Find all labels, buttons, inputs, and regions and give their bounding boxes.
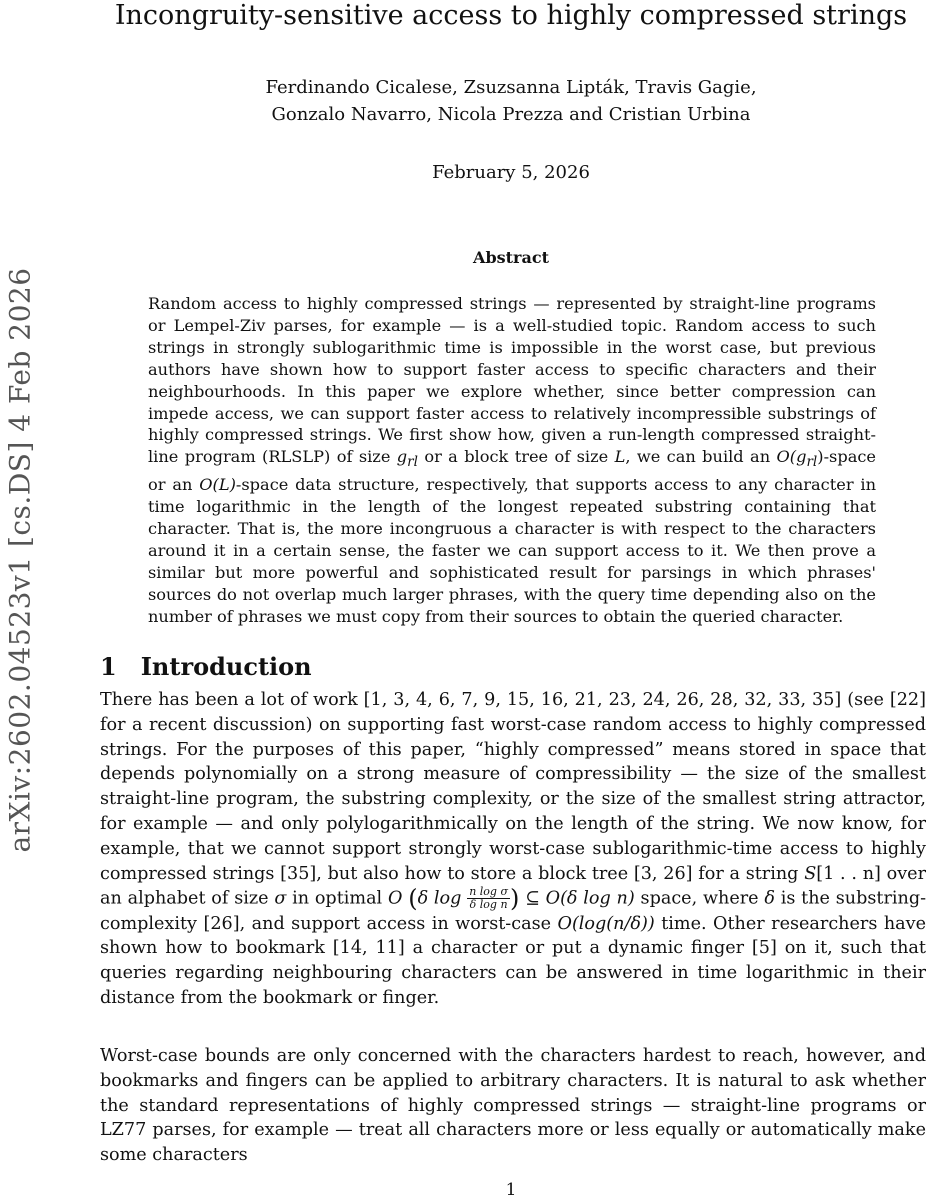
intro-text-3: in optimal (286, 888, 388, 909)
authors-line-1: Ferdinando Cicalese, Zsuzsanna Lipták, Travis Gagie, (265, 77, 757, 98)
section-heading (100, 652, 312, 681)
abstract-text-2: or a block tree of size (417, 447, 615, 467)
paper-title: Incongruity-sensitive access to highly compressed strings (114, 0, 908, 31)
abstract-heading: Abstract (473, 248, 549, 267)
intro-text-6: time. Other researchers have shown how to bookmark [14, 11] a character or put a dynamic finger [5] on it, such that queries regarding neighbouring characters can be answered in time logarithmic in their distance from the bookmark or finger. (100, 913, 926, 1009)
math-range: [1 . . n] (816, 863, 881, 884)
math-S: S (804, 863, 817, 884)
math-delta-log: δ log (417, 888, 462, 909)
fraction-numerator: n log σ (469, 885, 508, 899)
intro-paragraph-1 (100, 688, 926, 1011)
arxiv-sidebar (0, 250, 40, 870)
paren-open: ( (408, 884, 418, 913)
intro-text-5: is the substring-complexity [26], and support access in worst-case (100, 888, 926, 934)
abstract-text-1: Random access to highly compressed strings — represented by straight-line programs or Lempel-Ziv parses, for example — is a well-studied topic. Random access to such strings in strongly sublogarithmic time is impossible in the worst case, but previous authors have shown how to support faster access to specific characters and their neighbourhoods. In this paper we explore whether, since better compression can impede access, we can support faster access to relatively incompressible substrings of highly compressed strings. We first show how, given a run-length compressed straight-line program (RLSLP) of size (148, 294, 876, 467)
intro-text-4: space, where (634, 888, 765, 909)
math-rl-subscript: rl (407, 454, 418, 471)
paper-date: February 5, 2026 (432, 162, 590, 183)
page-number: 1 (505, 1180, 517, 1200)
section-title: Introduction (140, 652, 312, 681)
math-subset: ⊆ O(δ log n) (519, 888, 635, 909)
math-delta: δ (764, 888, 775, 909)
fraction-denominator: δ log n (469, 898, 508, 912)
section-number: 1 (100, 652, 117, 681)
abstract-text-3: , we can build an (625, 447, 777, 467)
math-paren-close: ) (817, 447, 824, 467)
math-L: L (614, 447, 626, 467)
author-list (0, 74, 926, 128)
intro-paragraph-2: Worst-case bounds are only concerned with the characters hardest to reach, however, and bookmarks and fingers can be applied to arbitrary characters. It is natural to ask whether the standard representations of highly compressed strings — straight-line programs or LZ77 parses, for example — treat all characters more or less equally or automatically make some characters (100, 1046, 926, 1166)
paren-close: ) (509, 884, 520, 913)
math-O-L: O(L) (199, 475, 236, 495)
math-big-O: O (387, 888, 403, 909)
math-time-bound: O(log(n/δ)) (557, 913, 655, 934)
intro-text-1: There has been a lot of work [1, 3, 4, 6, 7, 9, 15, 16, 21, 23, 24, 26, 28, 32, 33, 35] (see [22] for a recent discussion) on supporting fast worst-case random access to highly compressed strings. For the purposes of this paper, “highly compressed” means stored in space that depends polynomially on a strong measure of compressibility — the size of the smallest straight-line program, the substring complexity, or the size of the smallest string attractor, for example — and only polylogarithmically on the length of the string. We now know, for example, that we cannot support strongly worst-case sublogarithmic-time access to highly compressed strings [35], but also how to store a block tree [3, 26] for a string (100, 690, 926, 884)
intro-text-2: over an alphabet of size (100, 863, 926, 909)
fraction (467, 886, 510, 911)
abstract-body (148, 293, 876, 628)
authors-line-2: Gonzalo Navarro, Nicola Prezza and Cristian Urbina (271, 104, 751, 125)
arxiv-identifier: arXiv:2602.04523v1 [cs.DS] 4 Feb 2026 (3, 267, 37, 853)
math-rl-subscript-2: rl (806, 454, 818, 471)
abstract-text-5: -space data structure, respectively, that supports access to any character in time logarithmic in the length of the longest repeated substring containing that character. That is, the more incongruous a character is with respect to the characters around it in a certain sense, the faster we can support access to it. We then prove a similar but more powerful and sophisticated result for parsings in which phrases' sources do not overlap much larger phrases, with the query time depending also on the number of phrases we must copy from their sources to obtain the queried character. (148, 475, 876, 626)
math-O-grl: O(g (776, 447, 807, 467)
math-sigma: σ (274, 888, 287, 909)
math-g: g (396, 447, 408, 467)
abstract-text-4: -space or an (148, 447, 876, 495)
